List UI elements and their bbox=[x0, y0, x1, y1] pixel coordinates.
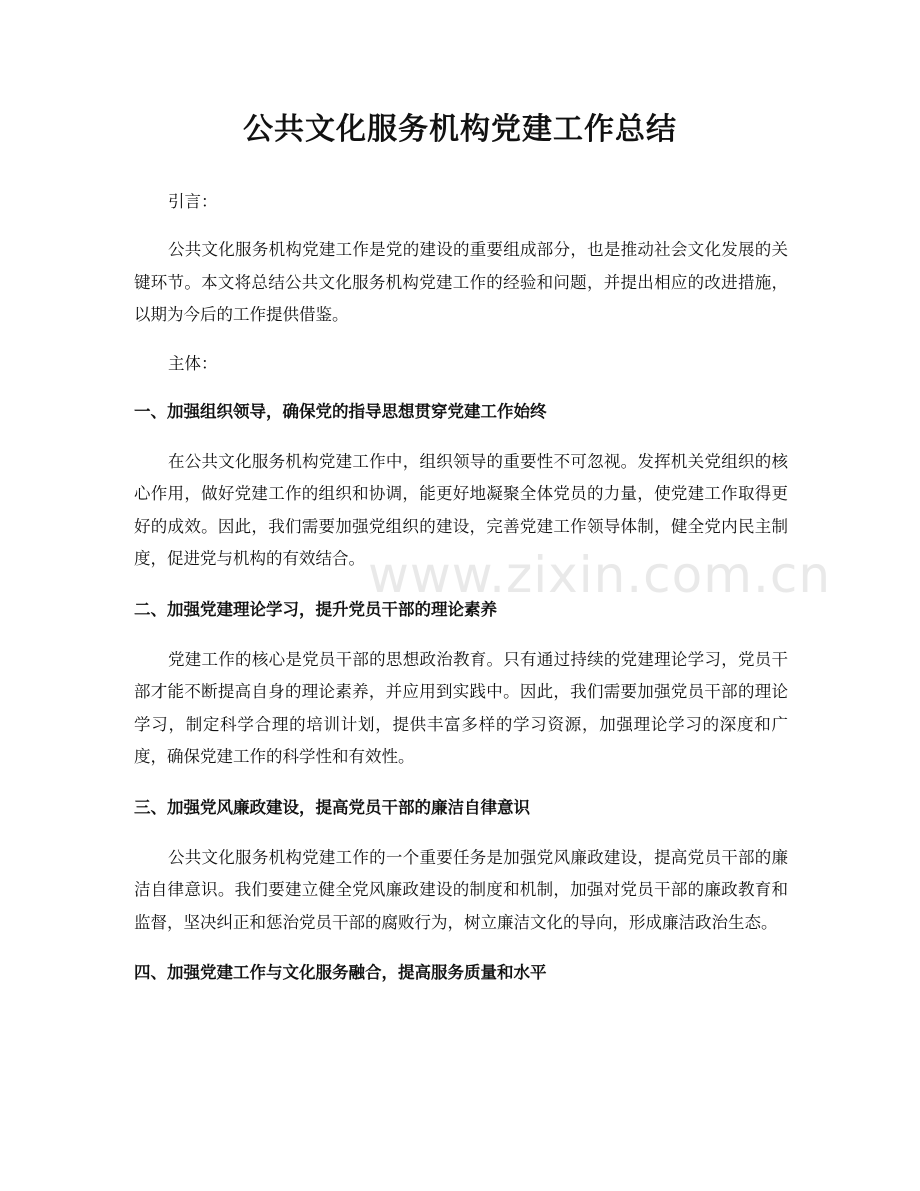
section-paragraph-3: 公共文化服务机构党建工作的一个重要任务是加强党风廉政建设，提高党员干部的廉洁自律意识。我们要建立健全党风廉政建设的制度和机制，加强对党员干部的廉政教育和监督，坚决纠正和惩治党员干部的腐败行为，树立廉洁文化的导向，形成廉洁政治生态。 bbox=[134, 847, 788, 932]
watermark-text: www.zixin.com.cn bbox=[368, 546, 832, 604]
document-title: 公共文化服务机构党建工作总结 bbox=[243, 112, 677, 147]
section-paragraph-1: 在公共文化服务机构党建工作中，组织领导的重要性不可忽视。发挥机关党组织的核心作用，做好党建工作的组织和协调，能更好地凝聚全体党员的力量，使党建工作取得更好的成效。因此，我们需要加强党组织的建设，完善党建工作领导体制，健全党内民主制度，促进党与机构的有效结合。 bbox=[134, 451, 788, 568]
section-heading-4: 四、加强党建工作与文化服务融合，提高服务质量和水平 bbox=[134, 963, 547, 982]
body-label: 主体： bbox=[168, 353, 218, 373]
section-heading-1: 一、加强组织领导，确保党的指导思想贯穿党建工作始终 bbox=[134, 401, 547, 421]
intro-label: 引言： bbox=[168, 192, 218, 211]
section-heading-3: 三、加强党风廉政建设，提高党员干部的廉洁自律意识 bbox=[134, 797, 530, 817]
section-paragraph-2: 党建工作的核心是党员干部的思想政治教育。只有通过持续的党建理论学习，党员干部才能不断提高自身的理论素养，并应用到实践中。因此，我们需要加强党员干部的理论学习，制定科学合理的培训计划，提供丰富多样的学习资源，加强理论学习的深度和广度，确保党建工作的科学性和有效性。 bbox=[134, 649, 788, 766]
intro-paragraph: 公共文化服务机构党建工作是党的建设的重要组成部分，也是推动社会文化发展的关键环节。本文将总结公共文化服务机构党建工作的经验和问题，并提出相应的改进措施，以期为今后的工作提供借鉴。 bbox=[134, 240, 788, 324]
section-heading-2: 二、加强党建理论学习，提升党员干部的理论素养 bbox=[134, 599, 497, 619]
